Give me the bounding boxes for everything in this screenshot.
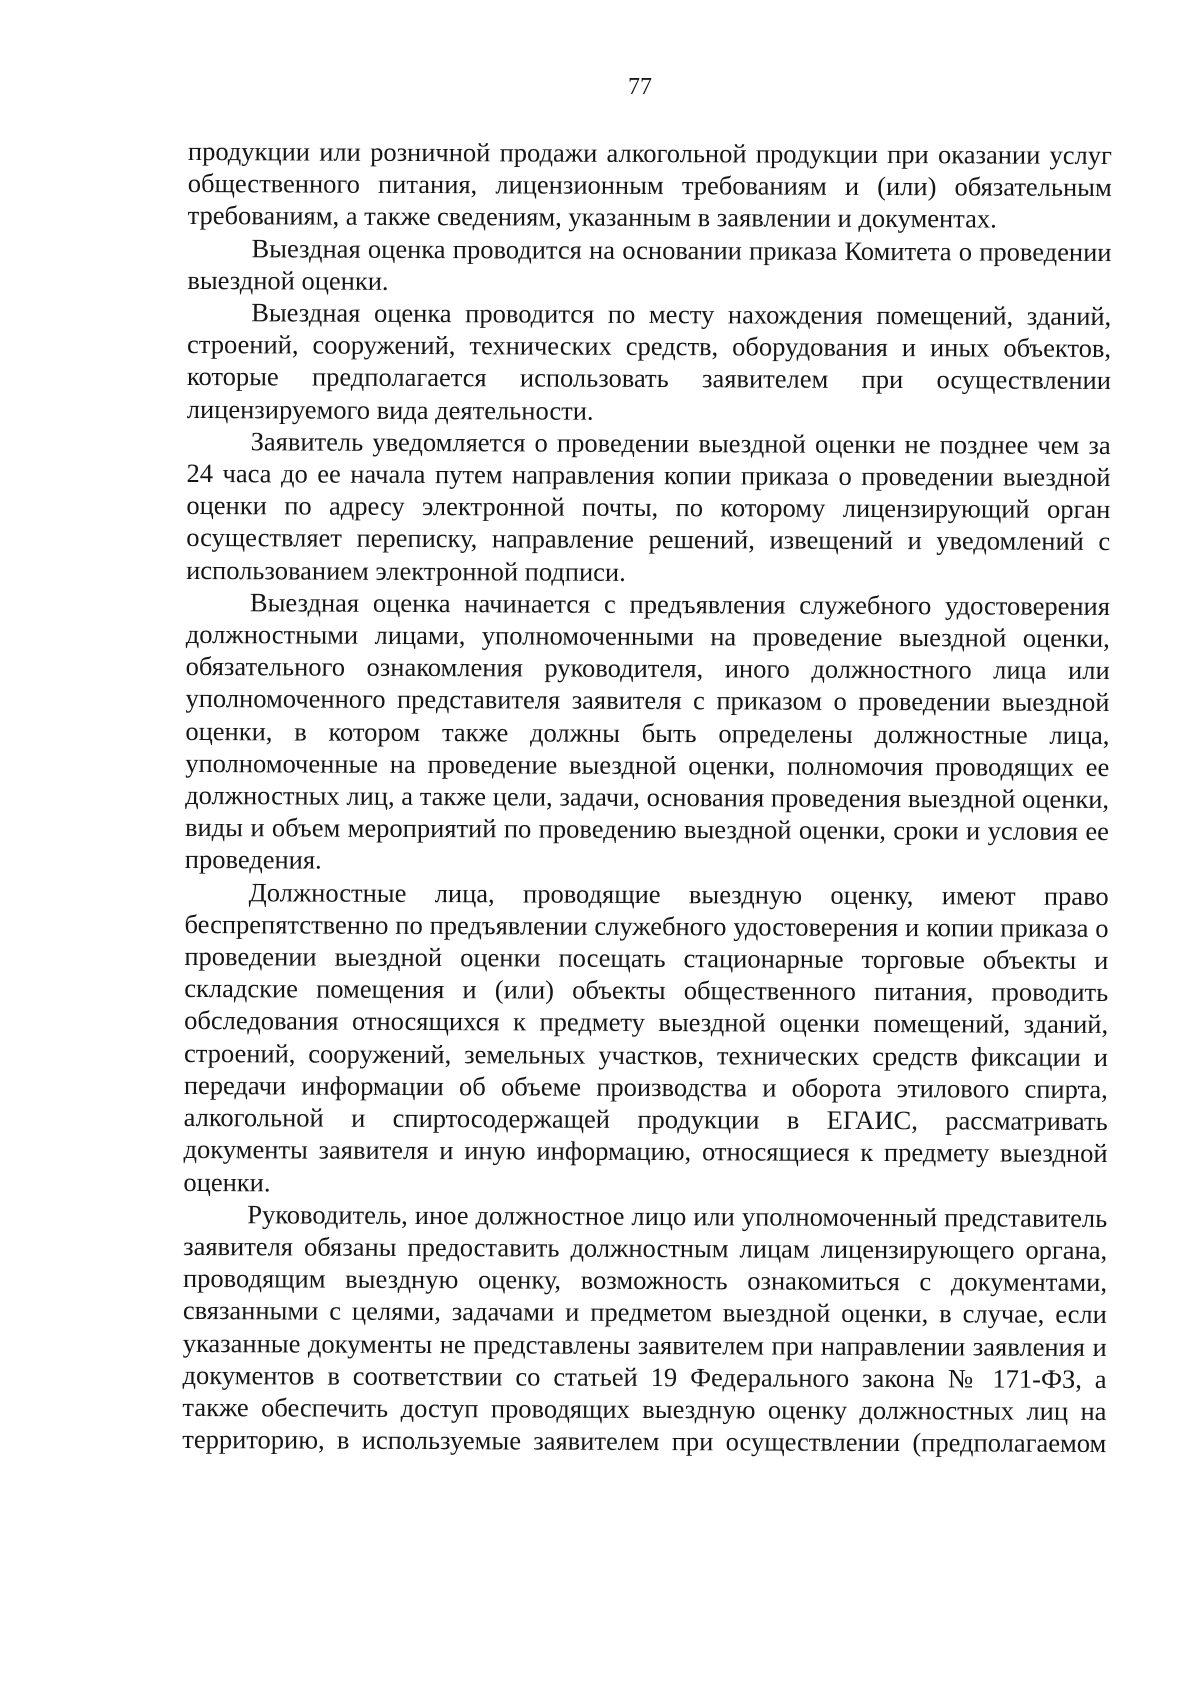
paragraph: Выездная оценка начинается с предъявления служебного удостоверения должностными лицами, уполномоченными на проведение выездной оценки, обязательного ознакомления руководителя, иного должностного лица или уполномоченного представителя заявителя с приказом о проведении выездной оценки, в котором также должны быть определены должностные лица, уполномоченные на проведение выездной оценки, полномочия проводящих ее должностных лиц, а также цели, задачи, основания проведения выездной оценки, виды и объем мероприятий по проведению выездной оценки, сроки и условия ее проведения. xyxy=(184,587,1111,876)
paragraph: Должностные лица, проводящие выездную оценку, имеют право беспрепятственно по предъявлении служебного удостоверения и копии приказа о проведении выездной оценки посещать стационарные торговые объекты и складские помещения и (или) объекты общественного питания, проводить обследования относящихся к предмету выездной оценки помещений, зданий, строений, сооружений, земельных участков, технических средств фиксации и передачи информации об объеме производства и оборота этилового спирта, алкогольной и спиртосодержащей продукции в ЕГАИС, рассматривать документы заявителя и иную информацию, относящиеся к предмету выездной оценки. xyxy=(183,876,1109,1197)
paragraph: Выездная оценка проводится на основании приказа Комитета о проведении выездной оценки. xyxy=(187,232,1112,296)
paragraph: Выездная оценка проводится по месту нахождения помещений, зданий, строений, сооружений, технических средств, оборудования и иных объектов, которые предполагается использовать заявителем при осуществлении лицензируемого вида деятельности. xyxy=(186,297,1112,426)
document-body xyxy=(182,135,1112,1459)
paragraph: Заявитель уведомляется о проведении выездной оценки не позднее чем за 24 часа до ее начала путем направления копии приказа о проведении выездной оценки по адресу электронной почты, по которому лицензирующий орган осуществляет переписку, направление решений, извещений и уведомлений с использованием электронной подписи. xyxy=(186,426,1111,587)
paragraph: продукции или розничной продажи алкогольной продукции при оказании услуг общественного питания, лицензионным требованиям и (или) обязательным требованиям, а также сведениям, указанным в заявлении и документах. xyxy=(187,135,1112,234)
page-number: 77 xyxy=(628,74,652,100)
paragraph: Руководитель, иное должностное лицо или уполномоченный представитель заявителя обязаны предоставить должностным лицам лицензирующего органа, проводящим выездную оценку, возможность ознакомиться с документами, связанными с целями, задачами и предметом выездной оценки, в случае, если указанные документы не представлены заявителем при направлении заявления и документов в соответствии со статьей 19 Федерального закона № 171-ФЗ, а также обеспечить доступ проводящих выездную оценку должностных лиц на территорию, в используемые заявителем при осуществлении (предполагаемом xyxy=(182,1198,1108,1459)
